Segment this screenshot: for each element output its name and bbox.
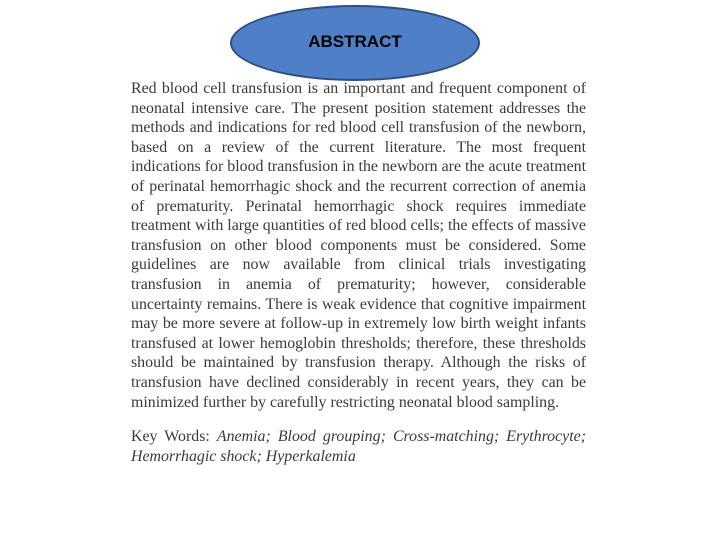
key-words-terms: Anemia; Blood grouping; Cross-matching; Erythrocyte; Hemorrhagic shock; Hyperkalemia (131, 428, 586, 465)
key-words (131, 427, 586, 466)
abstract-heading: ABSTRACT (308, 32, 402, 51)
abstract-body: Red blood cell transfusion is an important and frequent component of neonatal intensive care. The present position statement addresses the methods and indications for red blood cell transfusion of the newborn, based on a review of the current literature. The most frequent indications for blood transfusion in the newborn are the acute treatment of perinatal hemorrhagic shock and the recurrent correction of anemia of prematurity. Perinatal hemorrhagic shock requires immediate treatment with large quantities of red blood cells; the effects of massive transfusion on other blood components must be considered. Some guidelines are now available from clinical trials investigating transfusion in anemia of prematurity; however, considerable uncertainty remains. There is weak evidence that cognitive impairment may be more severe at follow-up in extremely low birth weight infants transfused at lower hemoglobin thresholds; therefore, these thresholds should be maintained by transfusion therapy. Although the risks of transfusion have declined considerably in recent years, they can be minimized further by carefully restricting neonatal blood sampling. (131, 80, 586, 411)
abstract-header-oval (230, 5, 480, 81)
key-words-label: Key Words: (131, 428, 210, 445)
